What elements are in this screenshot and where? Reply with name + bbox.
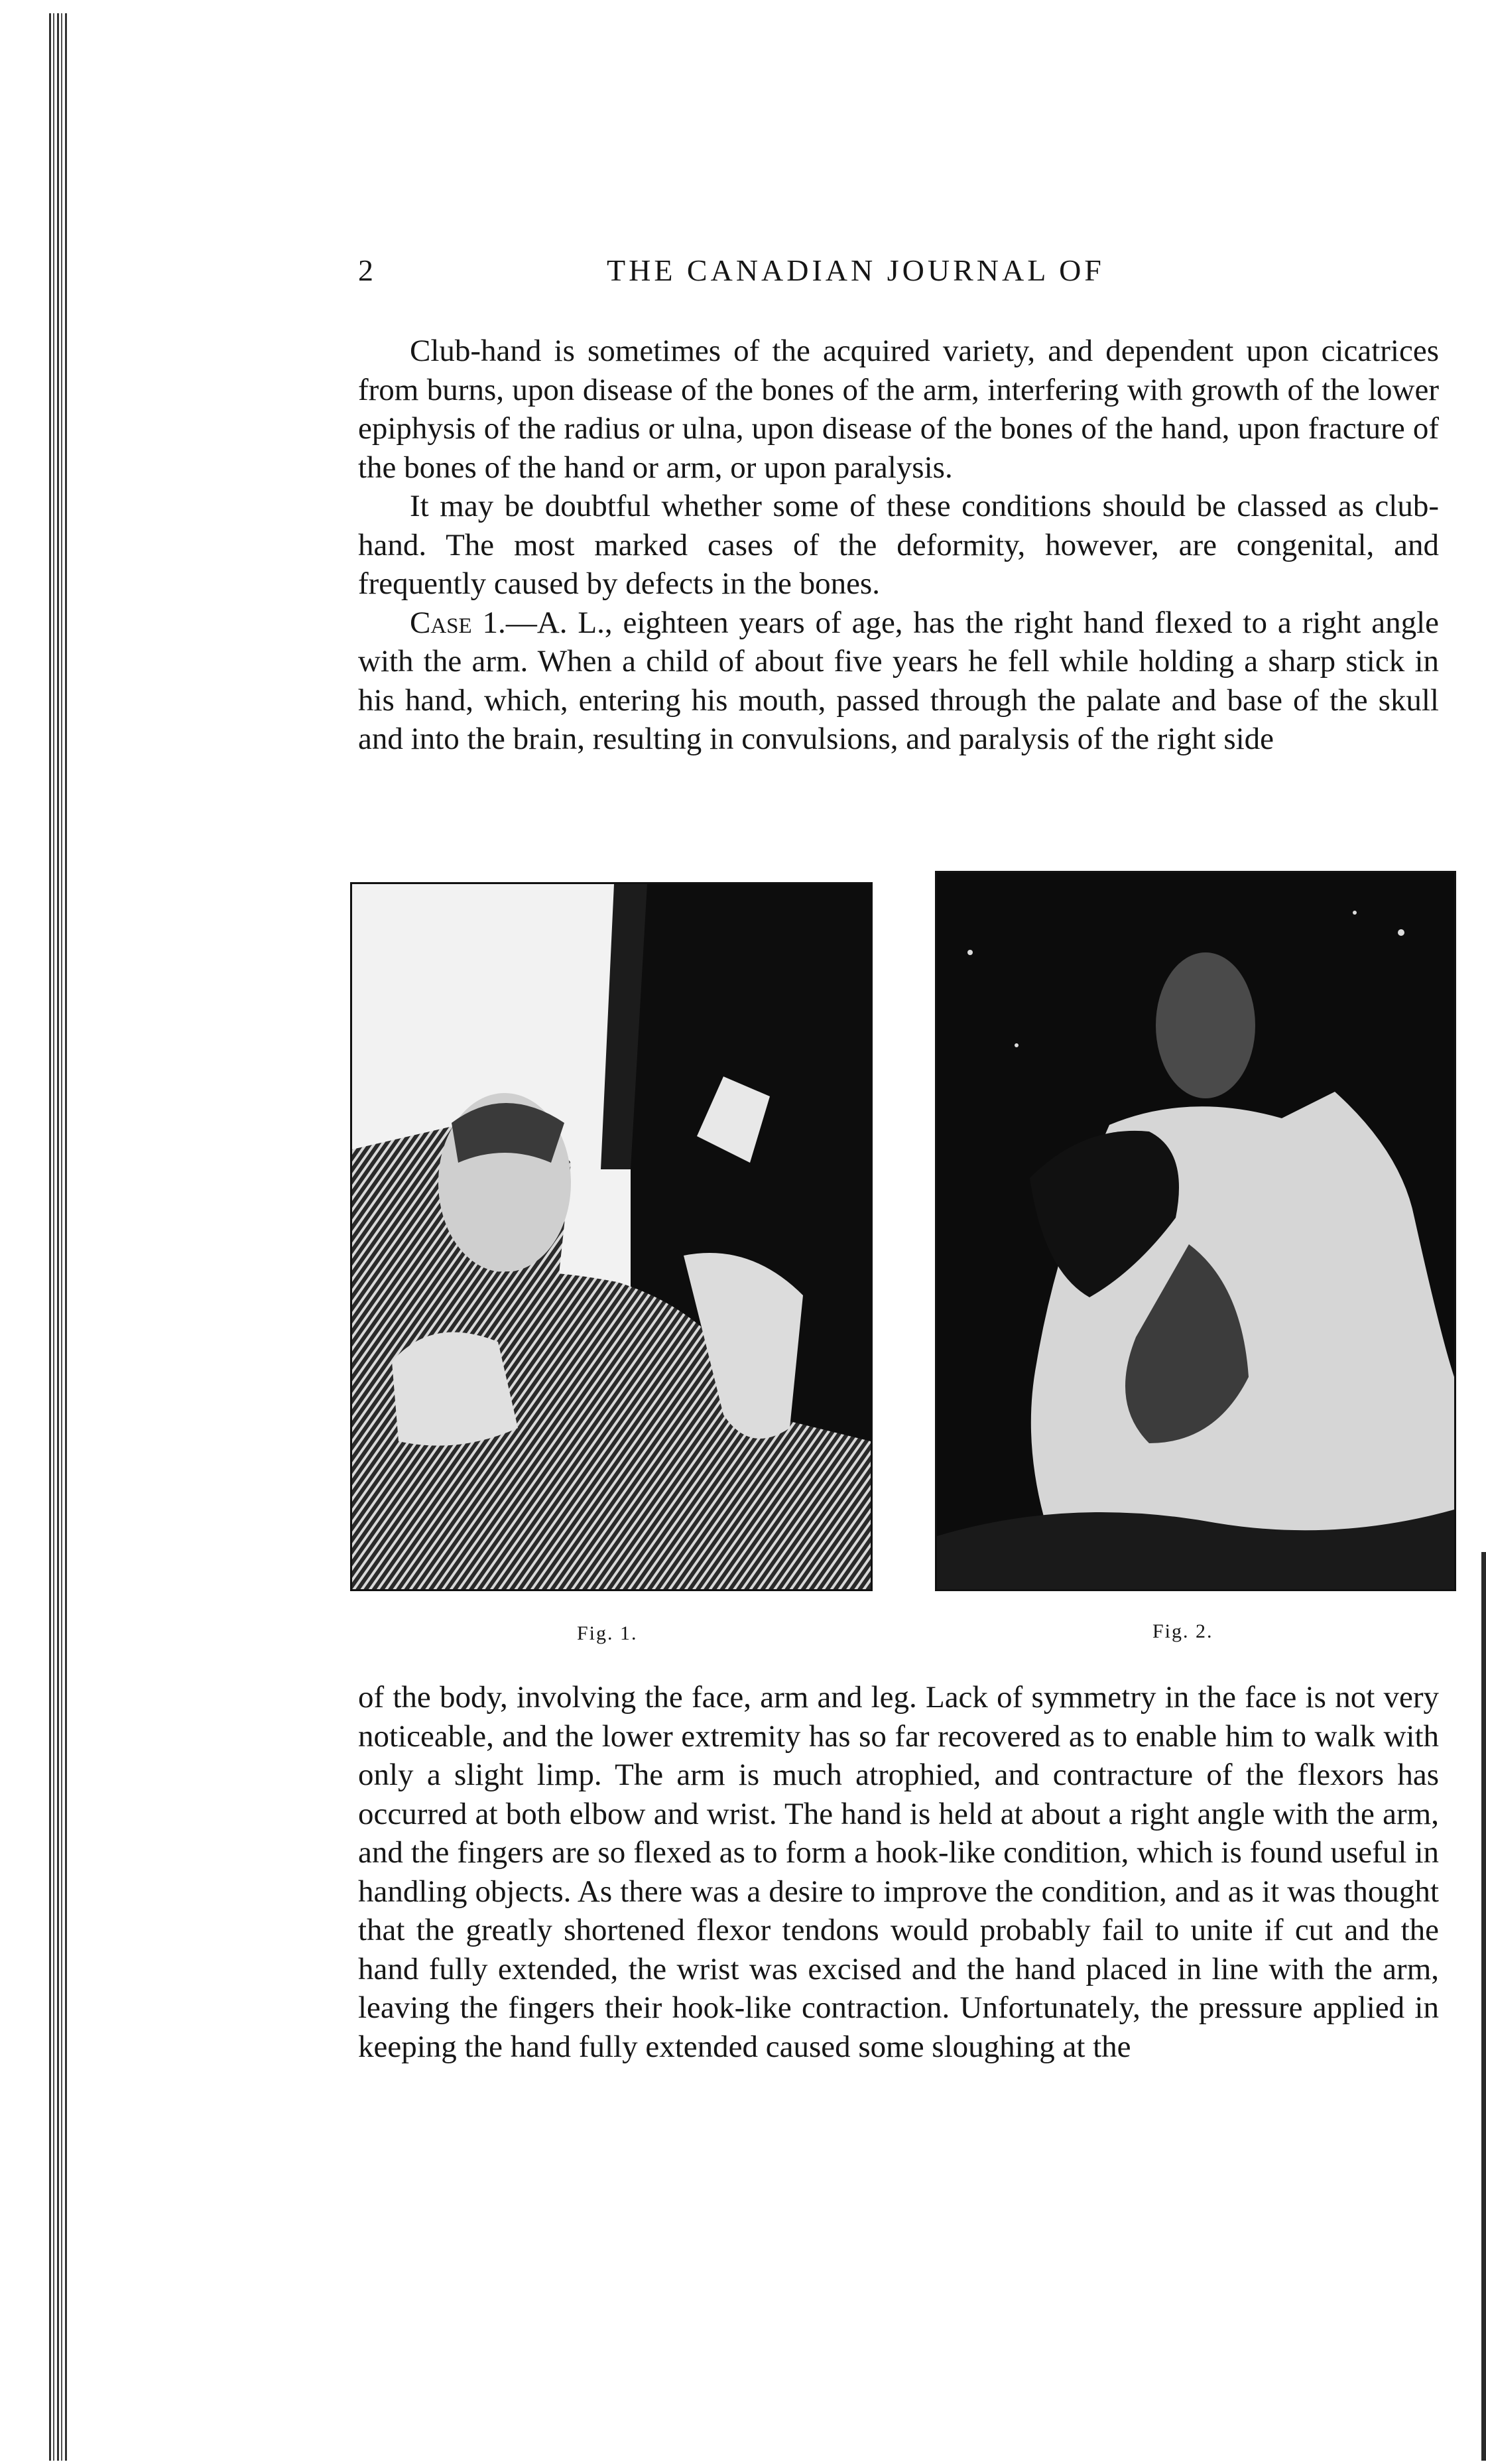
body-text-top — [358, 332, 1439, 759]
figure-2-image — [937, 873, 1454, 1589]
figure-1-photograph — [350, 882, 873, 1591]
figure-1-caption: Fig. 1. — [577, 1622, 638, 1644]
book-binding-edge — [49, 13, 69, 2461]
paragraph-classification: It may be doubtful whether some of these conditions should be classed as club-hand. The most marked cases of the deformity, however, are congenital, and frequently caused by defects in the bones. — [358, 489, 1439, 601]
body-text-bottom — [358, 1678, 1439, 2066]
case-label: Case 1. — [410, 605, 506, 640]
paragraph-case-1-continued: of the body, involving the face, arm and leg. Lack of symmetry in the face is not very noticeable, and the lower extremity has so far recovered as to enable him to walk with only a slight limp. The arm is much atrophied, and contracture of the flexors has occurred at both elbow and wrist. The hand is held at about a right angle with the arm, and the fingers are so flexed as to form a hook-like condition, which is found useful in handling objects. As there was a desire to improve the condition, and as it was thought that the greatly shortened flexor tendons would probably fail to unite if cut and the hand fully extended, the wrist was excised and the hand placed in line with the arm, leaving the fingers their hook-like contraction. Unfortunately, the pressure applied in keeping the hand fully extended caused some sloughing at the — [358, 1680, 1439, 2064]
figure-2-photograph — [935, 871, 1456, 1591]
paragraph-acquired-club-hand: Club-hand is sometimes of the acquired variety, and dependent upon cicatrices from burns, upon disease of the bones of the arm, interfering with growth of the lower epiphysis of the radius or ulna, upon disease of the bones of the hand, upon fracture of the bones of the hand or arm, or upon paralysis. — [358, 334, 1439, 485]
running-head: THE CANADIAN JOURNAL OF — [607, 253, 1105, 287]
case-1-text: —A. L., eighteen years of age, has the right hand flexed to a right angle with the arm. When a child of about five years he fell while holding a sharp stick in his hand, which, entering his mouth, passed through the palate and base of the skull and into the brain, resulting in convulsions, and paralysis of the right side — [358, 605, 1439, 756]
page-right-edge — [1479, 1552, 1486, 2461]
figure-1-image — [352, 884, 871, 1589]
page-number: 2 — [358, 253, 373, 287]
paragraph-case-1 — [358, 604, 1439, 759]
page-header — [358, 251, 1459, 297]
figure-2-caption: Fig. 2. — [1152, 1620, 1213, 1642]
